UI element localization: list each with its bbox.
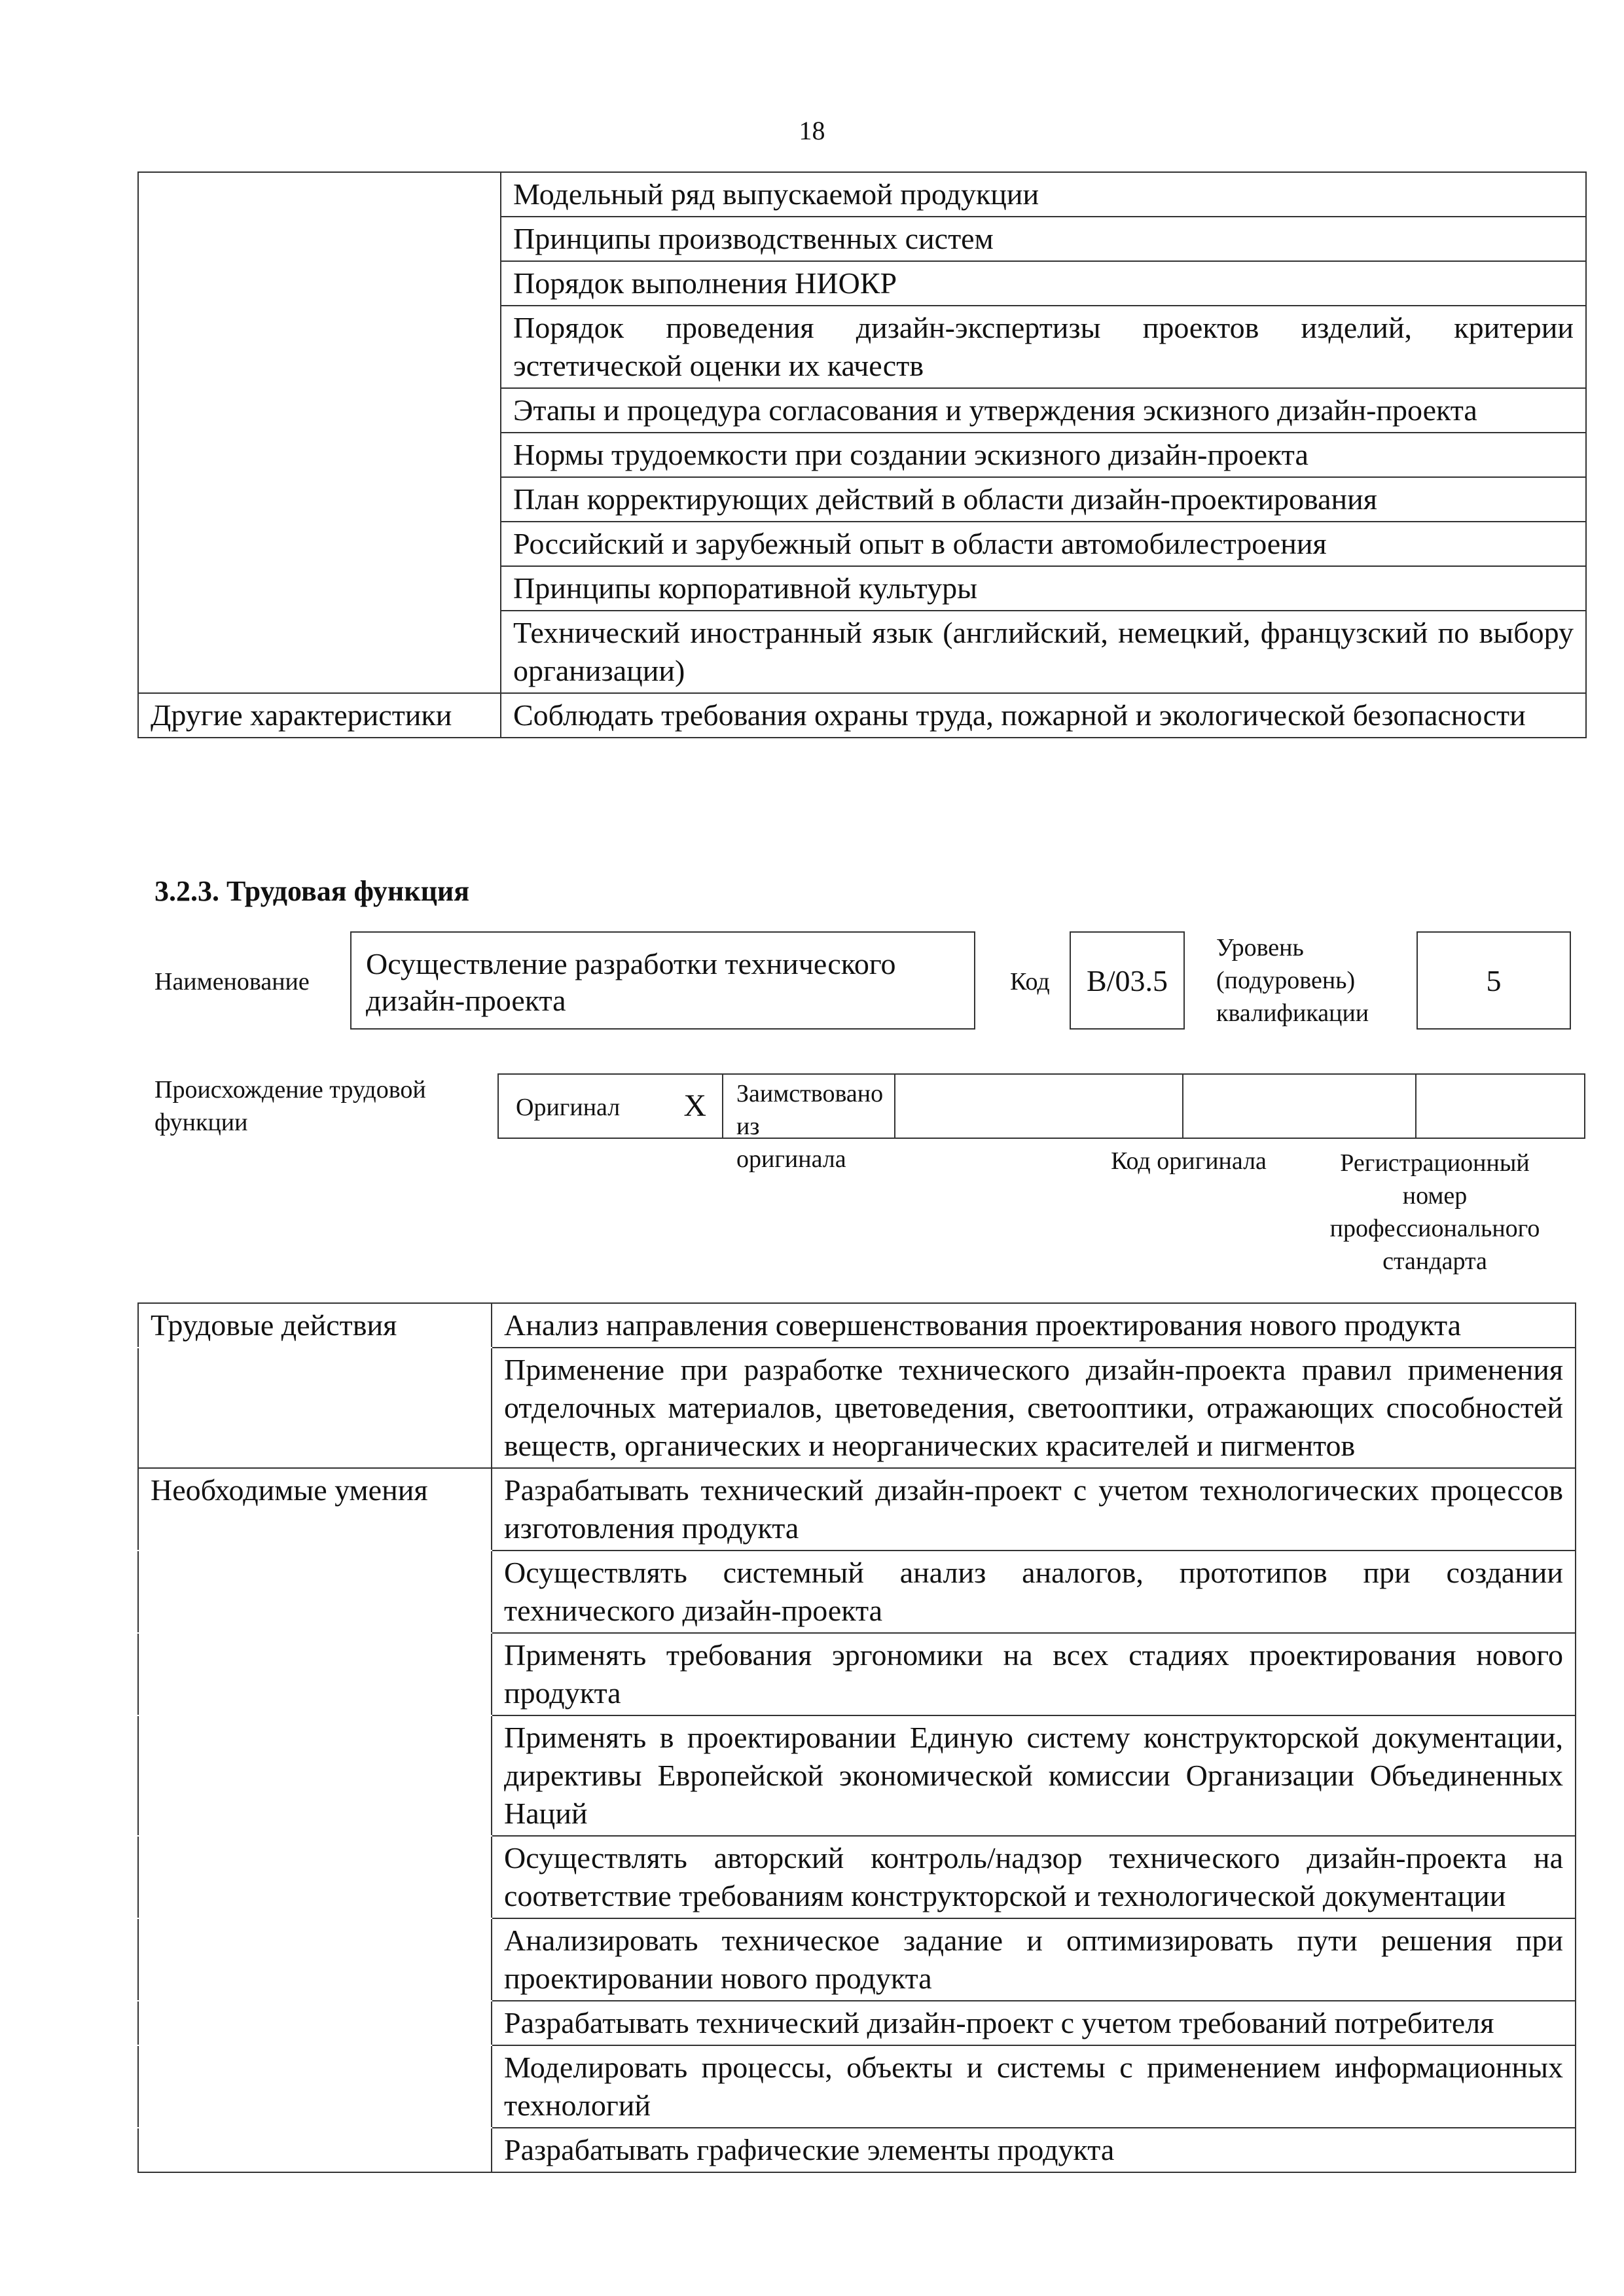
table-row — [138, 217, 1586, 261]
knowledge-item: Технический иностранный язык (английский, немецкий, французский по выбору организации) — [501, 611, 1586, 693]
table-row — [138, 1348, 1576, 1468]
skill-item: Моделировать процессы, объекты и системы с применением информационных технологий — [492, 2045, 1576, 2128]
reg-number-cell — [1415, 1073, 1585, 1139]
level-label-line: (подуровень) — [1216, 967, 1356, 994]
table-row — [138, 172, 1586, 217]
table-row — [138, 2128, 1576, 2172]
action-item: Анализ направления совершенствования проектирования нового продукта — [492, 1303, 1576, 1348]
reg-number-line: Регистрационный — [1340, 1149, 1530, 1177]
code-original-cell — [1182, 1073, 1416, 1139]
table-row — [138, 433, 1586, 477]
label-cell-empty — [138, 1551, 492, 1633]
label-cell-empty — [138, 566, 501, 611]
knowledge-item: Принципы корпоративной культуры — [501, 566, 1586, 611]
knowledge-item: Принципы производственных систем — [501, 217, 1586, 261]
borrowed-label-line: оригинала — [736, 1145, 846, 1173]
code-label: Код — [1010, 968, 1050, 996]
skills-label: Необходимые умения — [138, 1468, 492, 1551]
knowledge-item: Модельный ряд выпускаемой продукции — [501, 172, 1586, 217]
table-row — [138, 1633, 1576, 1715]
knowledge-item: Порядок выполнения НИОКР — [501, 261, 1586, 306]
name-value-box: Осуществление разработки технического дизайн-проекта — [350, 931, 975, 1030]
actions-label: Трудовые действия — [138, 1303, 492, 1348]
original-label: Оригинал — [516, 1094, 621, 1121]
level-label-line: квалификации — [1216, 999, 1369, 1027]
name-label: Наименование — [154, 968, 310, 996]
label-cell-empty — [138, 306, 501, 388]
label-cell-empty — [138, 1918, 492, 2001]
table-row — [138, 1551, 1576, 1633]
skill-item: Применять требования эргономики на всех стадиях проектирования нового продукта — [492, 1633, 1576, 1715]
table-row — [138, 388, 1586, 433]
label-cell-empty — [138, 433, 501, 477]
skill-item: Разрабатывать графические элементы продукта — [492, 2128, 1576, 2172]
original-cell — [497, 1073, 723, 1139]
table-row — [138, 306, 1586, 388]
skill-item: Осуществлять системный анализ аналогов, прототипов при создании технического дизайн-проекта — [492, 1551, 1576, 1633]
other-characteristics-label: Другие характеристики — [138, 693, 501, 738]
level-value-box: 5 — [1416, 931, 1571, 1030]
origin-label-line: функции — [154, 1109, 248, 1136]
code-value-box: B/03.5 — [1070, 931, 1185, 1030]
origin-label — [154, 1073, 426, 1139]
label-cell-empty — [138, 1836, 492, 1918]
original-mark: X — [683, 1088, 706, 1123]
table-row — [138, 1468, 1576, 1551]
table-row — [138, 693, 1586, 738]
knowledge-item: Российский и зарубежный опыт в области автомобилестроения — [501, 522, 1586, 566]
label-cell-empty — [138, 2001, 492, 2045]
table-row — [138, 2045, 1576, 2128]
knowledge-item: Порядок проведения дизайн-экспертизы проектов изделий, критерии эстетической оценки их качеств — [501, 306, 1586, 388]
origin-label-line: Происхождение трудовой — [154, 1076, 426, 1103]
label-cell-empty — [138, 522, 501, 566]
borrowed-extra-cell — [894, 1073, 1183, 1139]
table-row — [138, 2001, 1576, 2045]
label-cell-empty — [138, 2045, 492, 2128]
reg-number-label — [1284, 1147, 1585, 1278]
table-row — [138, 1303, 1576, 1348]
other-characteristics-text: Соблюдать требования охраны труда, пожарной и экологической безопасности — [501, 693, 1586, 738]
table-row — [138, 1715, 1576, 1836]
label-cell-empty — [138, 2128, 492, 2172]
label-cell-empty — [138, 261, 501, 306]
knowledge-item: Этапы и процедура согласования и утверждения эскизного дизайн-проекта — [501, 388, 1586, 433]
section-heading: 3.2.3. Трудовая функция — [154, 875, 470, 907]
label-cell-empty — [138, 1633, 492, 1715]
label-cell-empty — [138, 172, 501, 217]
table-row — [138, 566, 1586, 611]
table-row — [138, 1836, 1576, 1918]
skill-item: Применять в проектировании Единую систему конструкторской документации, директивы Европейской экономической комиссии Организации Объединенных Наций — [492, 1715, 1576, 1836]
actions-skills-table — [137, 1302, 1576, 2173]
action-item: Применение при разработке технического дизайн-проекта правил применения отделочных материалов, цветоведения, светооптики, отражающих способностей веществ, органических и неорганических красителей и пигментов — [492, 1348, 1576, 1468]
skill-item: Разрабатывать технический дизайн-проект с учетом технологических процессов изготовления продукта — [492, 1468, 1576, 1551]
borrowed-label — [736, 1077, 894, 1175]
label-cell-empty — [138, 388, 501, 433]
knowledge-item: План корректирующих действий в области дизайн-проектирования — [501, 477, 1586, 522]
level-label — [1216, 931, 1369, 1030]
knowledge-table — [137, 171, 1587, 738]
label-cell-empty — [138, 477, 501, 522]
table-row — [138, 261, 1586, 306]
table-row — [138, 1918, 1576, 2001]
borrowed-cell — [722, 1073, 895, 1173]
reg-number-line: номер — [1402, 1182, 1468, 1210]
table-row — [138, 611, 1586, 693]
skill-item: Разрабатывать технический дизайн-проект с учетом требований потребителя — [492, 2001, 1576, 2045]
label-cell-empty — [138, 1715, 492, 1836]
skill-item: Анализировать техническое задание и оптимизировать пути решения при проектировании нового продукта — [492, 1918, 1576, 2001]
page-number: 18 — [799, 116, 825, 145]
label-cell-empty — [138, 611, 501, 693]
table-row — [138, 477, 1586, 522]
knowledge-item: Нормы трудоемкости при создании эскизного дизайн-проекта — [501, 433, 1586, 477]
label-cell-empty — [138, 217, 501, 261]
skill-item: Осуществлять авторский контроль/надзор технического дизайн-проекта на соответствие требованиям конструкторской и технологической документации — [492, 1836, 1576, 1918]
reg-number-line: профессионального — [1329, 1215, 1540, 1242]
level-label-line: Уровень — [1216, 934, 1304, 961]
table-row — [138, 522, 1586, 566]
label-cell-empty — [138, 1348, 492, 1468]
code-original-label: Код оригинала — [1111, 1147, 1267, 1175]
borrowed-label-line: Заимствовано из — [736, 1080, 884, 1140]
reg-number-line: стандарта — [1382, 1247, 1487, 1275]
